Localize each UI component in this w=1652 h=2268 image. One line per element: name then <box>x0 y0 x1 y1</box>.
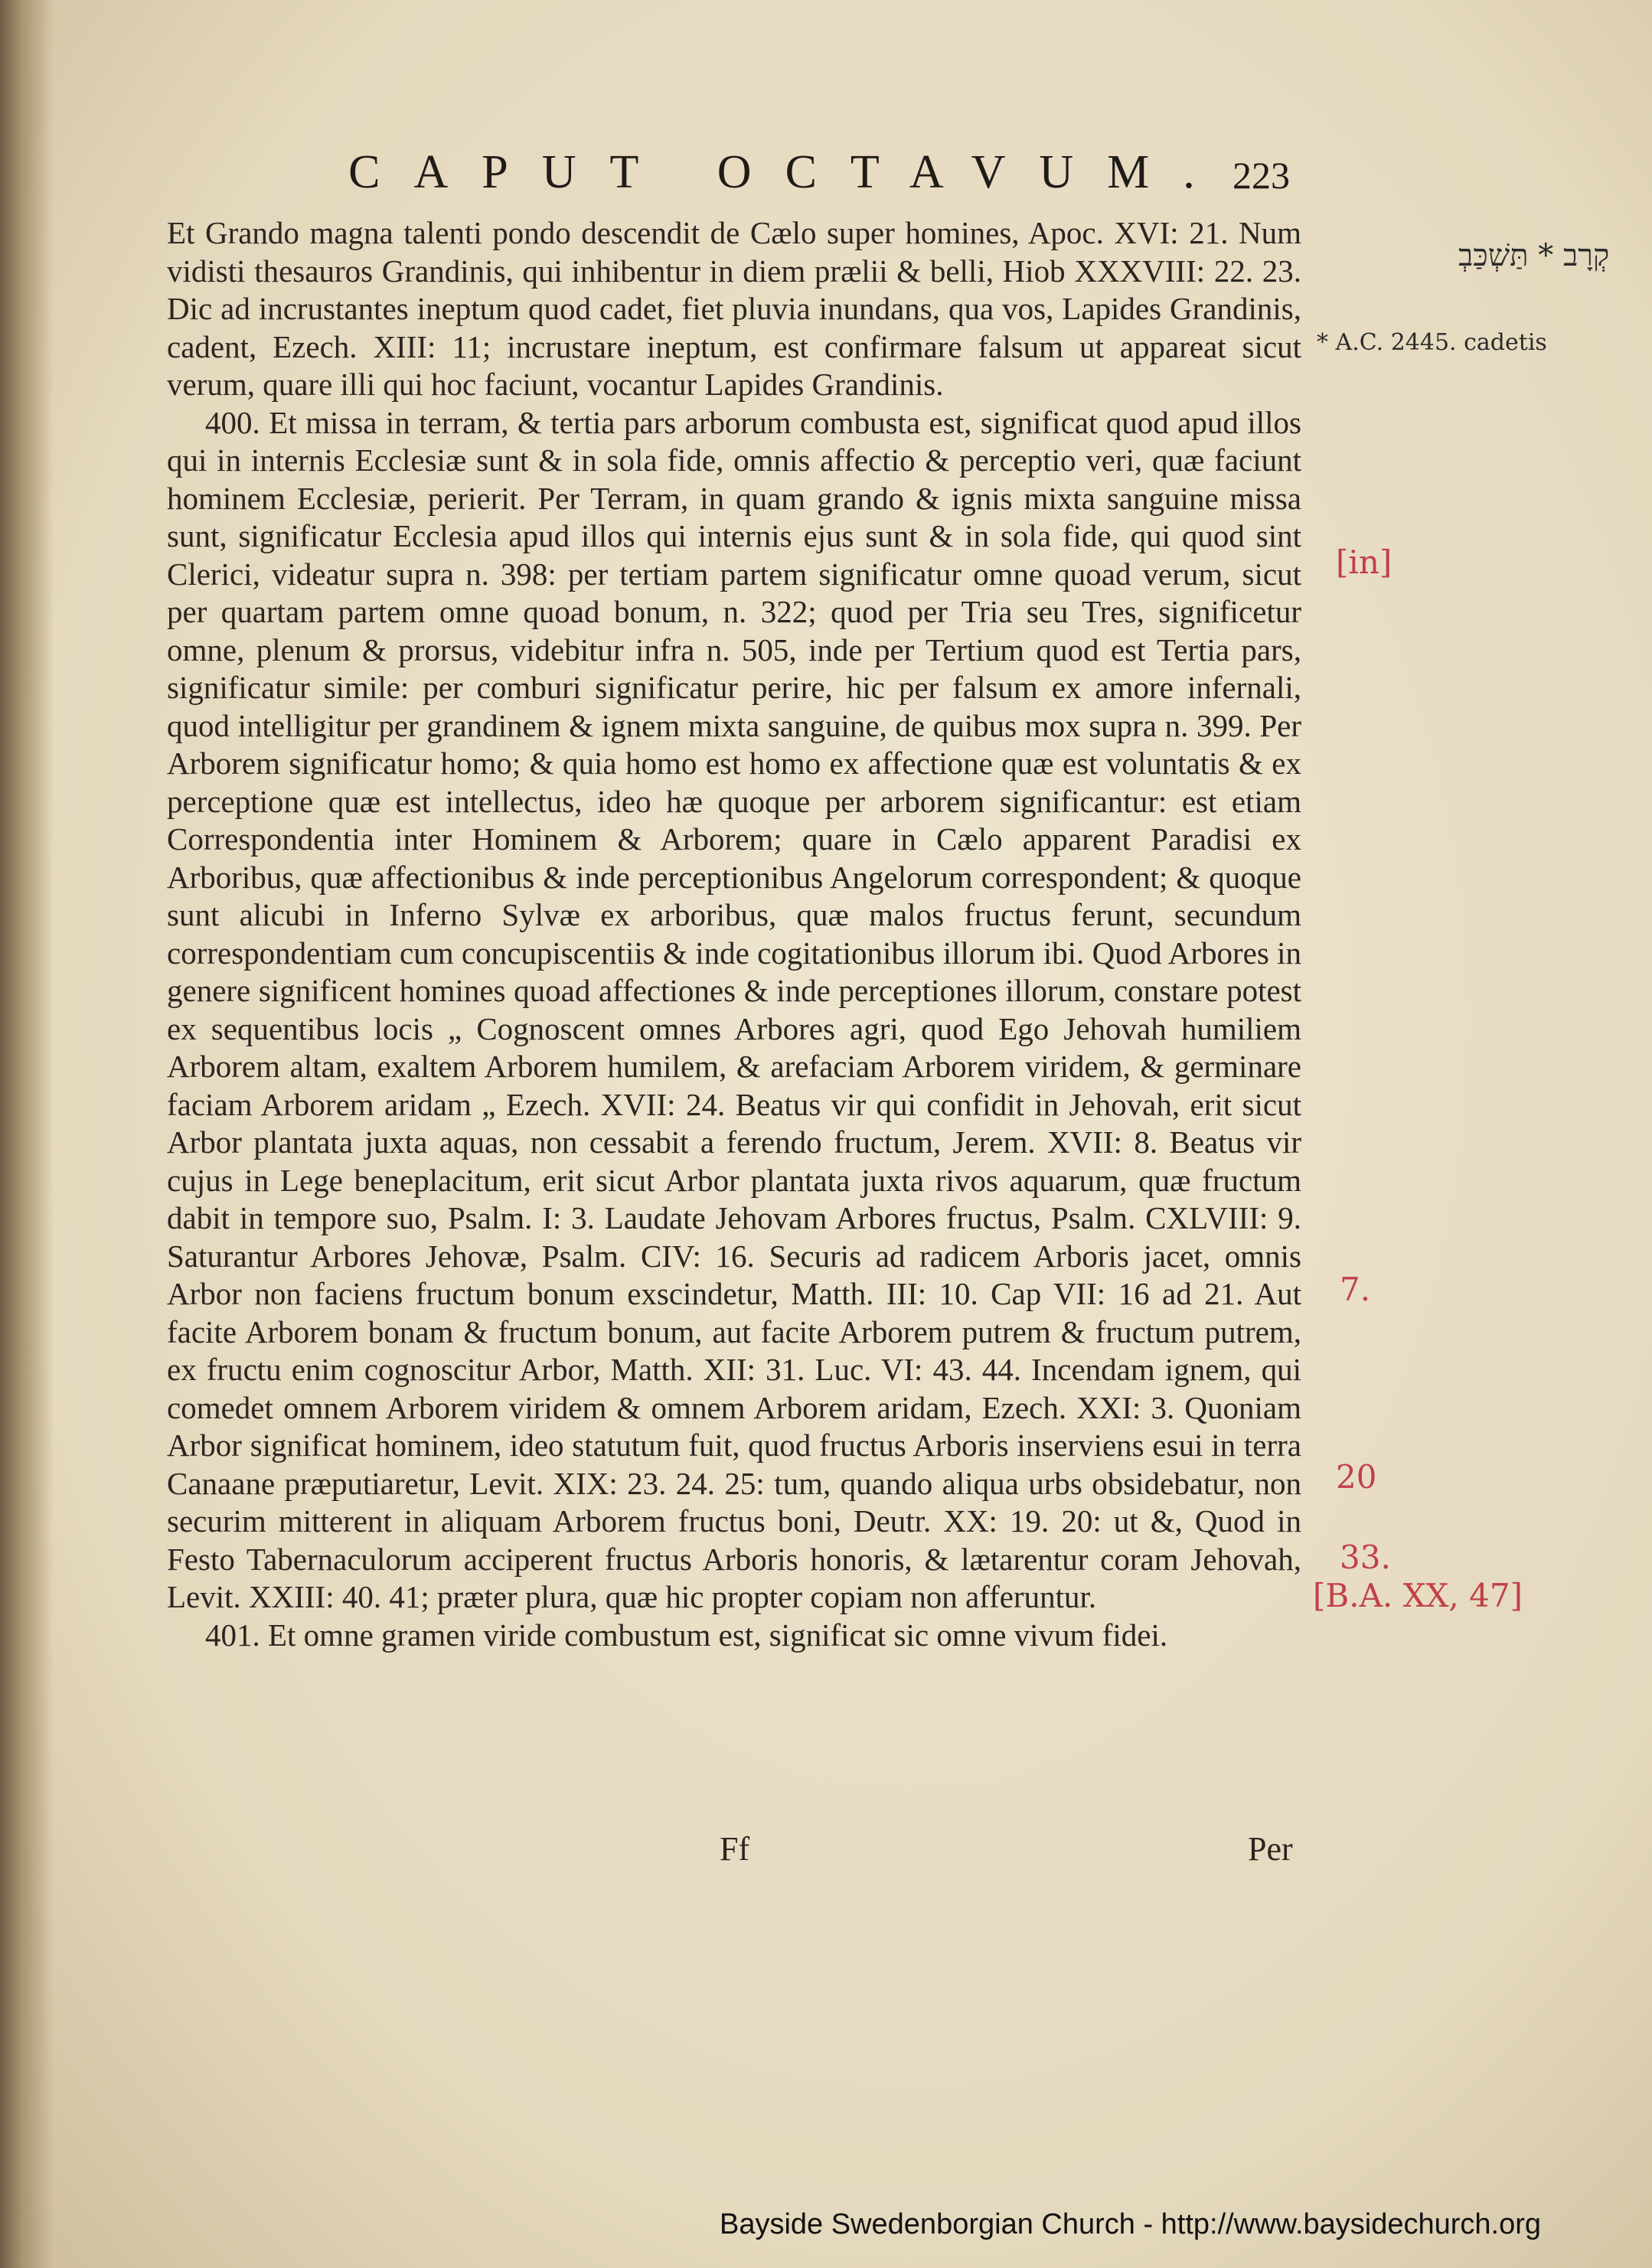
paragraph-401: 401. Et omne gramen viride combustum est, significat sic omne vivum fidei. <box>205 1617 1168 1653</box>
page-header-title: CAPUT OCTAVUM. <box>348 146 1229 198</box>
catchword: Per <box>1248 1830 1293 1868</box>
paragraph-400: 400. Et missa in terram, & tertia pars arborum combusta est, significat quod apud illos qui in internis Ecclesiæ sunt & in sola fide, omnis affectio & perceptio veri, quæ faciunt hominem Ecclesiæ, perierit. Per Terram, in quam grando & ignis mixta sanguine missa sunt, significatur Ecclesia apud illos qui internis ejus sunt & in sola fide, qui quod sint Clerici, videatur supra n. 398: per tertiam partem significatur omne quoad verum, sicut per quartam partem omne quoad bonum, n. 322; quod per Tria seu Tres, significetur omne, plenum & prorsus, videbitur infra n. 505, inde per Tertium quod est Tertia pars, significatur simile: per comburi significatur perire, hic per falsum ex amore infernali, quod intelligitur per grandinem & ignem mixta sanguine, de quibus mox supra n. 399. Per Arborem significatur homo; & quia homo est homo ex affectione quæ est voluntatis & ex perceptione quæ est intellectus, ideo hæ quoque per arborem significantur: est etiam Correspondentia inter Hominem & Arborem; quare in Cælo apparent Paradisi ex Arboribus, quæ affectionibus & inde perceptionibus Angelorum correspondent; & quoque sunt alicubi in Inferno Sylvæ ex arboribus, quæ malos fructus ferunt, secundum correspondentiam cum concupiscentiis & inde cogitationibus illorum ibi. Quod Arbores in genere significent homines quoad affectiones & inde perceptiones illorum, constare potest ex sequentibus locis „ Cognoscent omnes Arbores agri, quod Ego Jehovah humiliem Arborem altam, exaltem Arborem humilem, & arefaciam Arborem viridem, & germinare faciam Arborem aridam „ Ezech. XVII: 24. Beatus vir qui confidit in Jehovah, erit sicut Arbor plantata juxta aquas, non cessabit a ferendo fructum, Jerem. XVII: 8. Beatus vir cujus in Lege beneplacitum, erit sicut Arbor plantata juxta rivos aquarum, quæ fructum dabit in tempore suo, Psalm. I: 3. Laudate Jehovam Arbores fructus, Psalm. CXLVIII: 9. Saturantur Arbores Jehovæ, Psalm. CIV: 16. Securis ad radicem Arboris jacet, omnis Arbor non faciens fructum bonum exscindetur, Matth. III: 10. Cap VII: 16 ad 21. Aut facite Arborem bonam & fructum bonum, aut facite Arborem putrem & fructum putrem, ex fructu enim cognoscitur Arbor, Matth. XII: 31. Luc. VI: 43. 44. Incendam ignem, qui comedet omnem Arborem viridem & omnem Arborem aridam, Ezech. XXI: 3. Quoniam Arbor significat hominem, ideo statutum fuit, quod fructus Arboris inserviens esui in terra Canaane præputiaretur, Levit. XIX: 23. 24. 25: tum, quando aliqua urbs obsidebatur, non securim mitterent in aliquam Arborem fructus boni, Deutr. XX: 19. 20: ut &, Quod in Festo Tabernaculorum acciperent fructus Arboris honoris, & lætarentur coram Jehovah, Levit. XXIII: 40. 41; præter plura, quæ hic propter copiam non afferuntur. <box>167 404 1301 1614</box>
page-gutter <box>0 0 54 2268</box>
margin-note-hebrew: קְרָב * תַּשְׁכַּבְ <box>1458 238 1610 273</box>
page-body <box>167 214 1301 1654</box>
margin-note-red-4: 33. <box>1340 1539 1391 1576</box>
margin-note-red-2: 7. <box>1340 1271 1371 1308</box>
margin-note-reference: * A.C. 2445. cadetis <box>1317 329 1547 356</box>
margin-note-red-3: 20 <box>1336 1458 1377 1496</box>
margin-note-red-5: [B.A. XX, 47] <box>1313 1577 1523 1614</box>
page-number: 223 <box>1232 154 1290 197</box>
watermark-text: Bayside Swedenborgian Church - http://www.baysidechurch.org <box>720 2208 1542 2240</box>
paragraph-intro: Et Grando magna talenti pondo descendit de Cælo super homines, Apoc. XVI: 21. Num vidisti thesauros Grandinis, qui inhibentur in diem prælii & belli, Hiob XXXVIII: 22. 23. Dic ad incrustantes ineptum quod cadet, fiet pluvia inundans, qua vos, Lapides Grandinis, cadent, Ezech. XIII: 11; incrustare ineptum, est confirmare falsum ut appareat sicut verum, quare illi qui hoc faciunt, vocantur Lapides Grandinis. <box>167 215 1301 402</box>
margin-note-red-1: [in] <box>1336 543 1392 581</box>
signature-mark: Ff <box>720 1830 750 1868</box>
